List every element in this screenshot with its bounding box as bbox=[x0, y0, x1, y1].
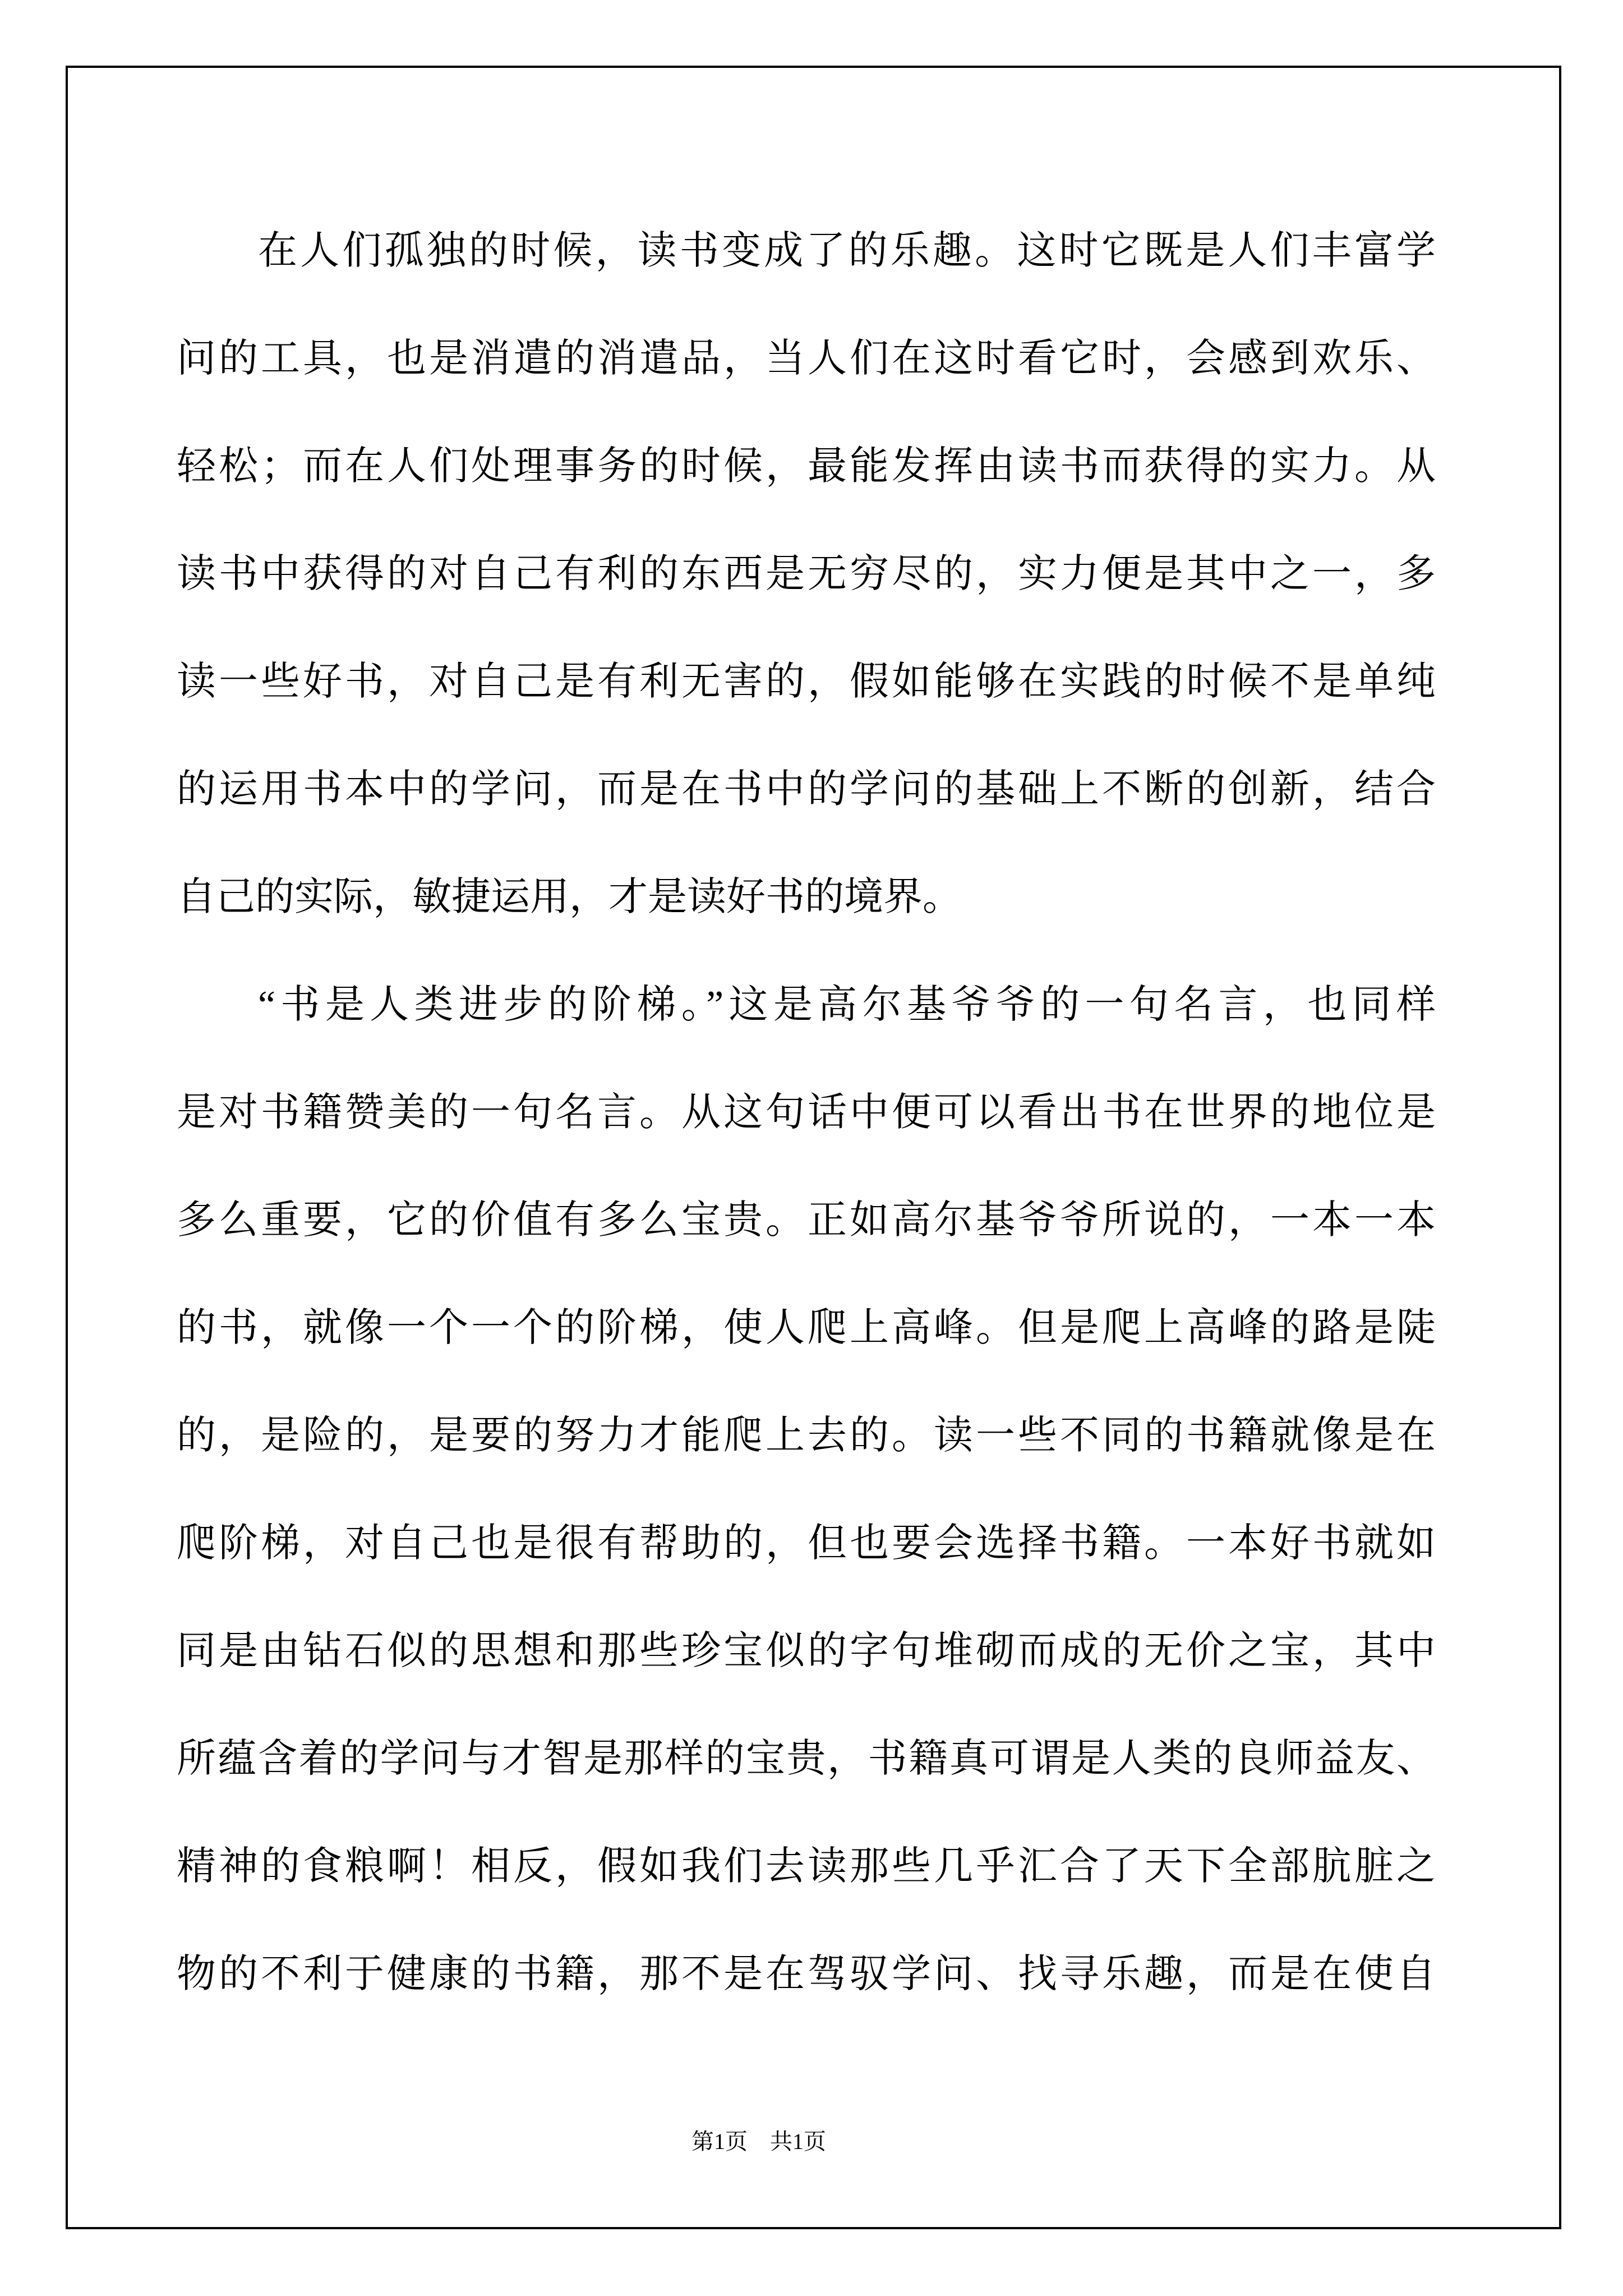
text-line: 所蕴含着的学问与才智是那样的宝贵，书籍真可谓是人类的良师益友、 bbox=[177, 1737, 1436, 1780]
text-line: 读书中获得的对自己有利的东西是无穷尽的，实力便是其中之一，多 bbox=[177, 553, 1436, 596]
text-line: 精神的食粮啊！相反，假如我们去读那些几乎汇合了天下全部肮脏之 bbox=[177, 1845, 1436, 1888]
essay-body bbox=[177, 197, 1436, 2028]
text-line: 是对书籍赞美的一句名言。从这句话中便可以看出书在世界的地位是 bbox=[177, 1091, 1436, 1134]
text-line: 的运用书本中的学问，而是在书中的学问的基础上不断的创新，结合 bbox=[177, 768, 1436, 811]
text-line: 轻松；而在人们处理事务的时候，最能发挥由读书而获得的实力。从 bbox=[177, 445, 1436, 488]
text-line: 物的不利于健康的书籍，那不是在驾驭学问、找寻乐趣，而是在使自 bbox=[177, 1953, 1436, 1996]
page-number-label: 第1页 bbox=[691, 2129, 748, 2154]
text-line: 爬阶梯，对自己也是很有帮助的，但也要会选择书籍。一本好书就如 bbox=[177, 1522, 1436, 1565]
text-line: 多么重要，它的价值有多么宝贵。正如高尔基爷爷所说的，一本一本 bbox=[177, 1199, 1436, 1242]
text-line: 问的工具，也是消遣的消遣品，当人们在这时看它时，会感到欢乐、 bbox=[177, 337, 1436, 380]
text-line: 读一些好书，对自己是有利无害的，假如能够在实践的时候不是单纯 bbox=[177, 660, 1436, 703]
total-pages-label: 共1页 bbox=[770, 2129, 826, 2154]
text-line: 自己的实际，敏捷运用，才是读好书的境界。 bbox=[177, 876, 962, 919]
text-line: 的书，就像一个一个的阶梯，使人爬上高峰。但是爬上高峰的路是陡 bbox=[177, 1306, 1436, 1350]
text-line: 在人们孤独的时候，读书变成了的乐趣。这时它既是人们丰富学 bbox=[258, 229, 1436, 273]
paragraph-2 bbox=[177, 951, 1436, 2028]
paragraph-1 bbox=[177, 197, 1436, 951]
text-line: 的，是险的，是要的努力才能爬上去的。读一些不同的书籍就像是在 bbox=[177, 1414, 1436, 1457]
page-footer bbox=[691, 2127, 826, 2156]
text-line: 同是由钻石似的思想和那些珍宝似的字句堆砌而成的无价之宝，其中 bbox=[177, 1630, 1436, 1673]
text-line: “书是人类进步的阶梯。”这是高尔基爷爷的一句名言，也同样 bbox=[258, 983, 1436, 1027]
